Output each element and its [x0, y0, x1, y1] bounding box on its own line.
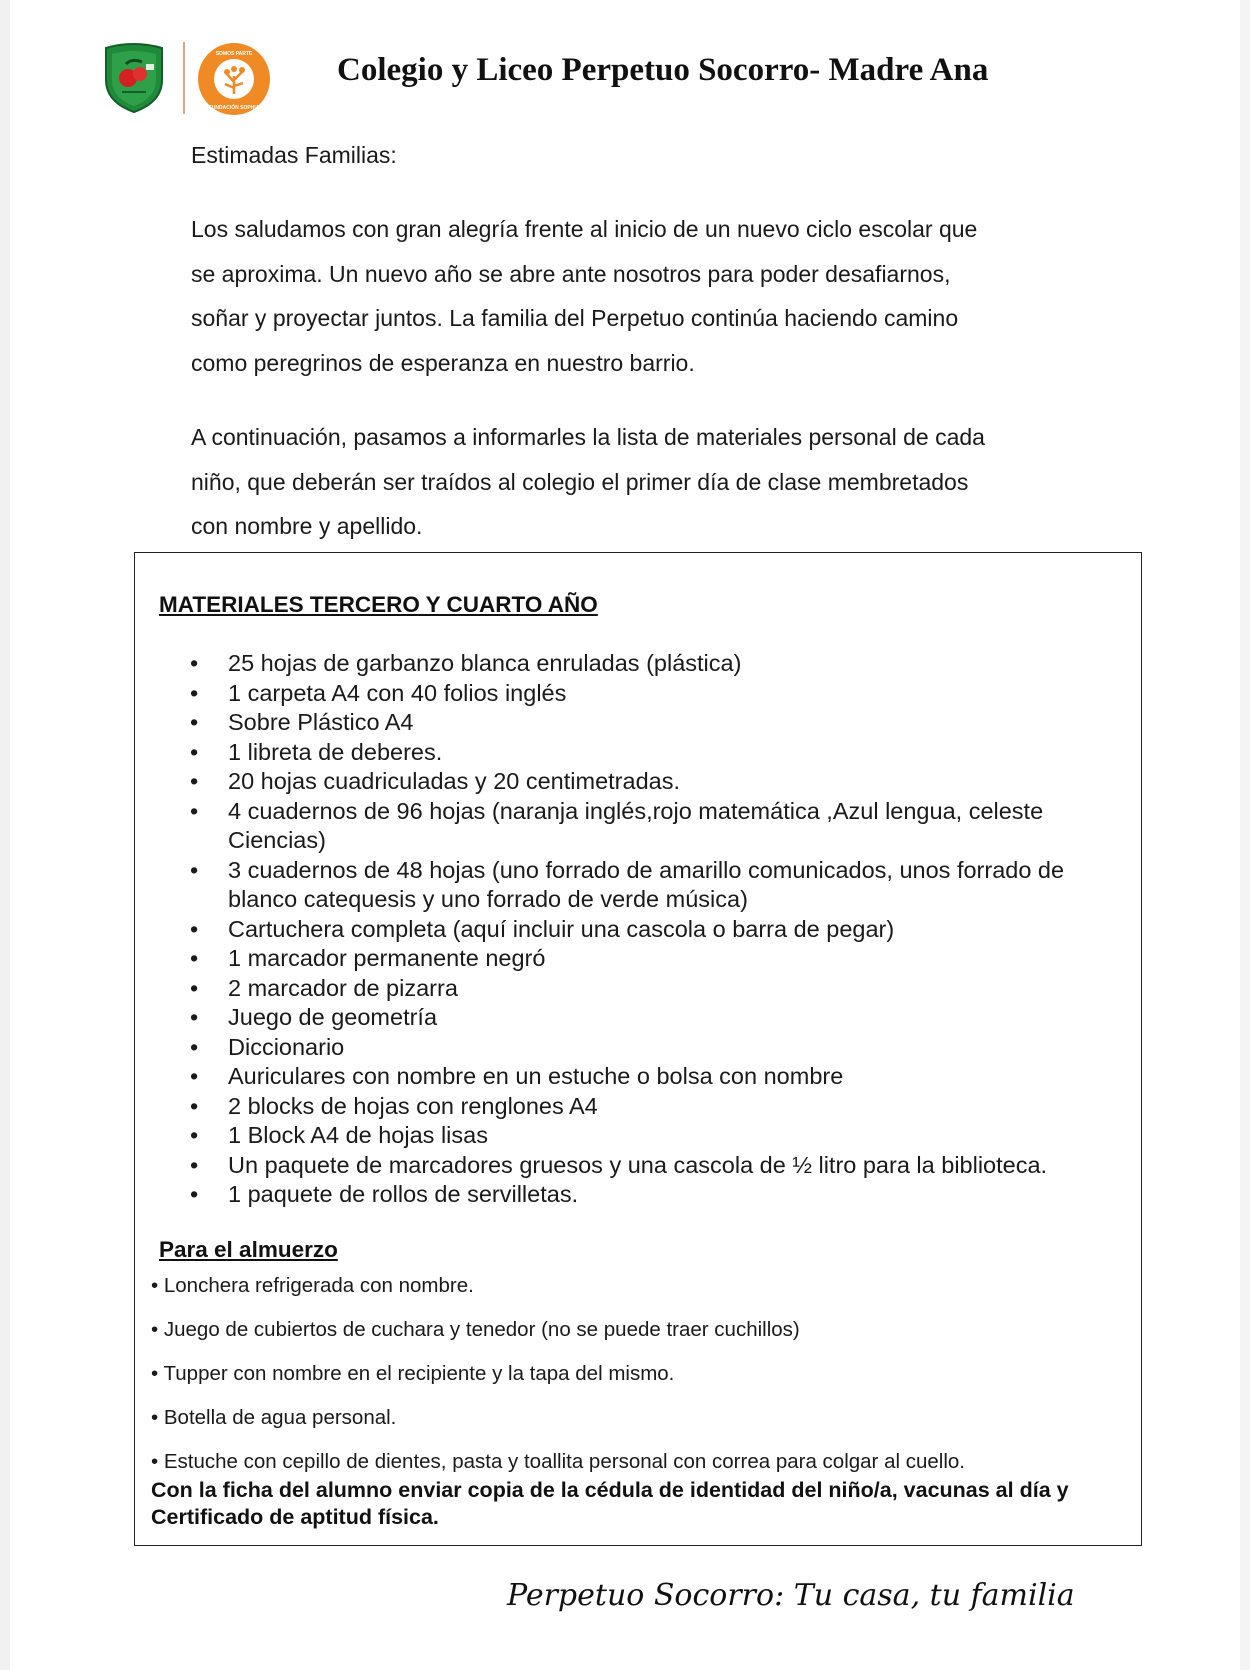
bullet: •	[190, 856, 199, 883]
item-text: Juego de geometría	[228, 1004, 438, 1030]
paragraph-line: niño, que deberán ser traídos al colegio el primer día de clase membretados	[191, 468, 969, 495]
paragraph-line: se aproxima. Un nuevo año se abre ante nosotros para poder desafiarnos,	[191, 260, 951, 287]
documents-note: Con la ficha del alumno enviar copia de la cédula de identidad del niño/a, vacunas al día y Certificado de aptitud física.	[151, 1478, 1069, 1529]
item-text: 20 hojas cuadriculadas y 20 centimetradas.	[228, 768, 680, 794]
bullet: •	[190, 974, 199, 1001]
paragraph-line: con nombre y apellido.	[191, 513, 423, 539]
materials-title: MATERIALES TERCERO Y CUARTO AÑO	[159, 592, 598, 617]
item-text: Un paquete de marcadores gruesos y una cascola de ½ litro para la biblioteca.	[228, 1151, 1048, 1178]
list-item	[135, 649, 1143, 679]
materials-list	[135, 649, 1143, 1210]
intro-paragraph	[191, 207, 977, 385]
item-text: 1 Block A4 de hojas lisas	[228, 1122, 488, 1148]
bullet: •	[190, 797, 199, 824]
bullet: •	[190, 1122, 199, 1148]
list-item	[135, 708, 1143, 738]
page-edge-left	[0, 0, 10, 1670]
bullet: •	[190, 1004, 199, 1030]
list-item	[135, 767, 1143, 797]
bullet: •	[190, 679, 199, 706]
item-text: Auriculares con nombre en un estuche o bolsa con nombre	[228, 1063, 844, 1089]
list-item	[135, 1033, 1143, 1063]
list-item	[135, 944, 1143, 974]
item-text: 1 carpeta A4 con 40 folios inglés	[228, 679, 567, 706]
footer-motto: Perpetuo Socorro: Tu casa, tu familia	[507, 1578, 1075, 1613]
logo-text-bottom: FUNDACIÓN SOPHIA	[208, 105, 260, 111]
list-item: • Juego de cubiertos de cuchara y tenedor (no se puede traer cuchillos)	[151, 1318, 800, 1341]
item-text: 1 libreta de deberes.	[228, 738, 443, 765]
bullet: •	[190, 915, 199, 942]
paragraph-line: soñar y proyectar juntos. La familia del Perpetuo continúa haciendo camino	[191, 305, 959, 331]
bullet: •	[190, 1181, 199, 1207]
item-text: 2 blocks de hojas con renglones A4	[228, 1092, 598, 1119]
list-item	[135, 1003, 1143, 1033]
list-item: • Lonchera refrigerada con nombre.	[151, 1274, 474, 1297]
list-item	[135, 797, 1143, 856]
logo-text-top: SOMOS PARTE	[215, 51, 253, 57]
page-edge-right	[1240, 0, 1250, 1670]
list-item: • Estuche con cepillo de dientes, pasta y toallita personal con correa para colgar al cuello.	[151, 1450, 965, 1473]
item-text: Sobre Plástico A4	[228, 709, 414, 735]
list-item	[135, 856, 1143, 915]
bullet: •	[190, 1063, 199, 1089]
greeting: Estimadas Familias:	[191, 142, 397, 168]
school-title: Colegio y Liceo Perpetuo Socorro- Madre Ana	[337, 52, 989, 88]
bullet: •	[190, 1033, 199, 1060]
bullet: •	[190, 738, 199, 765]
logo-divider	[183, 42, 185, 114]
list-item	[135, 1180, 1143, 1210]
paragraph-line: Los saludamos con gran alegría frente al inicio de un nuevo ciclo escolar que	[191, 216, 978, 242]
list-item	[135, 679, 1143, 709]
item-text: 4 cuadernos de 96 hojas (naranja inglés,rojo matemática ,Azul lengua, celeste Ciencias)	[228, 797, 1044, 853]
list-item	[135, 1121, 1143, 1151]
item-text: 2 marcador de pizarra	[228, 974, 458, 1001]
list-item	[135, 1151, 1143, 1181]
lunch-list	[151, 1264, 965, 1484]
list-item: • Botella de agua personal.	[151, 1406, 397, 1429]
fundacion-sophia-logo	[197, 42, 271, 116]
item-text: 1 marcador permanente negró	[228, 945, 546, 971]
item-text: 25 hojas de garbanzo blanca enruladas (plástica)	[228, 650, 742, 676]
materials-box	[134, 552, 1142, 1546]
bullet: •	[190, 945, 199, 971]
school-shield-logo	[102, 42, 166, 114]
list-item: • Tupper con nombre en el recipiente y la tapa del mismo.	[151, 1362, 675, 1385]
list-item	[135, 738, 1143, 768]
item-text: Cartuchera completa (aquí incluir una cascola o barra de pegar)	[228, 915, 895, 942]
list-item	[135, 1062, 1143, 1092]
bullet: •	[190, 768, 199, 794]
item-text: Diccionario	[228, 1033, 345, 1060]
item-text: 3 cuadernos de 48 hojas (uno forrado de amarillo comunicados, unos forrado de blanco catequesis y uno forrado de verde música)	[228, 856, 1065, 912]
list-item	[135, 915, 1143, 945]
list-item	[135, 1092, 1143, 1122]
bullet: •	[190, 650, 199, 676]
bullet: •	[190, 709, 199, 735]
lunch-title: Para el almuerzo	[159, 1237, 338, 1262]
bullet: •	[190, 1151, 199, 1178]
paragraph-line: como peregrinos de esperanza en nuestro barrio.	[191, 349, 695, 376]
list-item	[135, 974, 1143, 1004]
item-text: 1 paquete de rollos de servilletas.	[228, 1181, 579, 1207]
bullet: •	[190, 1092, 199, 1119]
paragraph-line: A continuación, pasamos a informarles la lista de materiales personal de cada	[191, 424, 985, 450]
materials-intro-paragraph	[191, 415, 985, 549]
